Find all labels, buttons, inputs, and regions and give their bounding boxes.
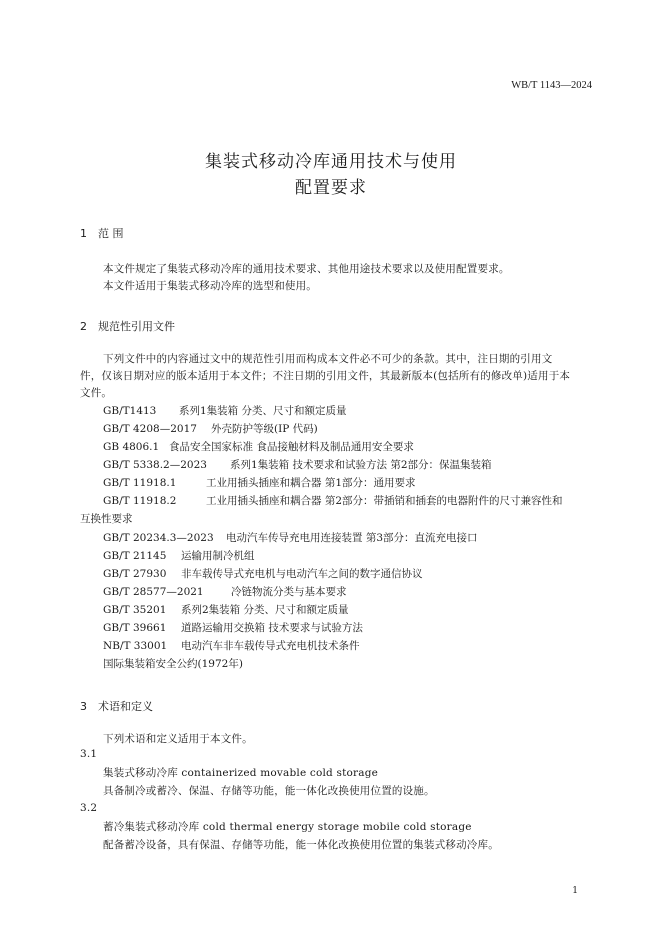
section-title: 术语和定义 (98, 700, 153, 713)
reference-title: 工业用插头插座和耦合器 第1部分：通用要求 (206, 477, 416, 489)
reference-item (103, 439, 414, 454)
reference-item-continuation (80, 511, 133, 526)
reference-title: 非车载传导式充电机与电动汽车之间的数字通信协议 (181, 568, 423, 580)
reference-code: GB/T 28577—2021 (103, 586, 204, 598)
term-definition: 具备制冷或蓄冷、保温、存储等功能，能一体化改换使用位置的设施。 (103, 785, 435, 797)
reference-title: 系列2集装箱 分类、尺寸和额定质量 (181, 604, 349, 616)
reference-item (103, 638, 360, 653)
reference-item (103, 566, 423, 581)
reference-title: 电动汽车传导充电用连接装置 第3部分：直流充电接口 (226, 532, 478, 544)
reference-code: GB/T 27930 (103, 568, 167, 580)
term-definition: 配备蓄冷设备，具有保温、存储等功能，能一体化改换使用位置的集装式移动冷库。 (103, 839, 499, 851)
reference-code: GB/T 21145 (103, 550, 167, 562)
reference-item (103, 475, 416, 490)
reference-code: 国际集装箱安全公约(1972年) (103, 658, 243, 670)
reference-item (103, 602, 349, 617)
reference-code: GB/T1413 (103, 405, 157, 417)
scope-paragraph-1: 本文件规定了集装式移动冷库的通用技术要求、其他用途技术要求以及使用配置要求。 (103, 263, 510, 275)
section-heading-terms (80, 698, 153, 714)
section-title: 规范性引用文件 (98, 320, 175, 333)
reference-code: 互换性要求 (80, 513, 133, 525)
section-title: 范 围 (98, 227, 124, 240)
reference-item (103, 403, 347, 418)
reference-item (103, 457, 492, 472)
normative-intro-line1: 下列文件中的内容通过文中的规范性引用而构成本文件必不可少的条款。其中，注日期的引用文 (103, 353, 553, 365)
reference-title: 道路运输用交换箱 技术要求与试验方法 (181, 622, 363, 634)
reference-item (103, 530, 478, 545)
normative-intro-line3: 文件。 (80, 387, 113, 399)
section-number: 2 (80, 320, 87, 333)
normative-intro-line2: 件，仅该日期对应的版本适用于本文件；不注日期的引用文件，其最新版本(包括所有的修改单)适用于本 (80, 370, 571, 382)
scope-paragraph-2: 本文件适用于集装式移动冷库的选型和使用。 (103, 280, 317, 292)
term-number: 3.2 (80, 802, 98, 814)
section-heading-scope (80, 225, 124, 241)
term-number: 3.1 (80, 748, 98, 760)
section-number: 1 (80, 227, 87, 240)
reference-title: 运输用制冷机组 (181, 550, 255, 562)
reference-title: 工业用插头插座和耦合器 第2部分：带插销和插套的电器附件的尺寸兼容性和 (206, 495, 563, 507)
term-name: 集装式移动冷库 containerized movable cold storage (103, 767, 379, 779)
reference-code: GB/T 4208—2017 (103, 423, 197, 435)
reference-code: GB 4806.1 (103, 441, 160, 453)
reference-item (103, 584, 347, 599)
terms-intro: 下列术语和定义适用于本文件。 (103, 733, 253, 745)
reference-code: GB/T 20234.3—2023 (103, 532, 214, 544)
reference-title: 外壳防护等级(IP 代码) (211, 423, 318, 435)
reference-code: GB/T 11918.2 (103, 495, 177, 507)
term-name: 蓄冷集装式移动冷库 cold thermal energy storage mobile cold storage (103, 821, 472, 833)
section-heading-normative (80, 318, 175, 334)
reference-item (103, 656, 243, 671)
reference-code: GB/T 5338.2—2023 (103, 459, 207, 471)
reference-title: 系列1集装箱 分类、尺寸和额定质量 (179, 405, 347, 417)
document-title-line1: 集装式移动冷库通用技术与使用 (205, 152, 457, 172)
page-number: 1 (572, 886, 578, 896)
reference-title: 电动汽车非车载传导式充电机技术条件 (181, 640, 360, 652)
reference-code: GB/T 35201 (103, 604, 167, 616)
reference-item (103, 620, 363, 635)
reference-code: NB/T 33001 (103, 640, 168, 652)
reference-item (103, 493, 563, 508)
reference-item (103, 421, 318, 436)
reference-item (103, 548, 255, 563)
reference-title: 食品安全国家标准 食品接触材料及制品通用安全要求 (169, 441, 414, 453)
standard-number: WB/T 1143—2024 (511, 80, 592, 91)
document-title-line2: 配置要求 (295, 178, 367, 198)
reference-code: GB/T 11918.1 (103, 477, 177, 489)
reference-code: GB/T 39661 (103, 622, 167, 634)
section-number: 3 (80, 700, 87, 713)
reference-title: 冷链物流分类与基本要求 (231, 586, 347, 598)
reference-title: 系列1集装箱 技术要求和试验方法 第2部分：保温集装箱 (230, 459, 492, 471)
